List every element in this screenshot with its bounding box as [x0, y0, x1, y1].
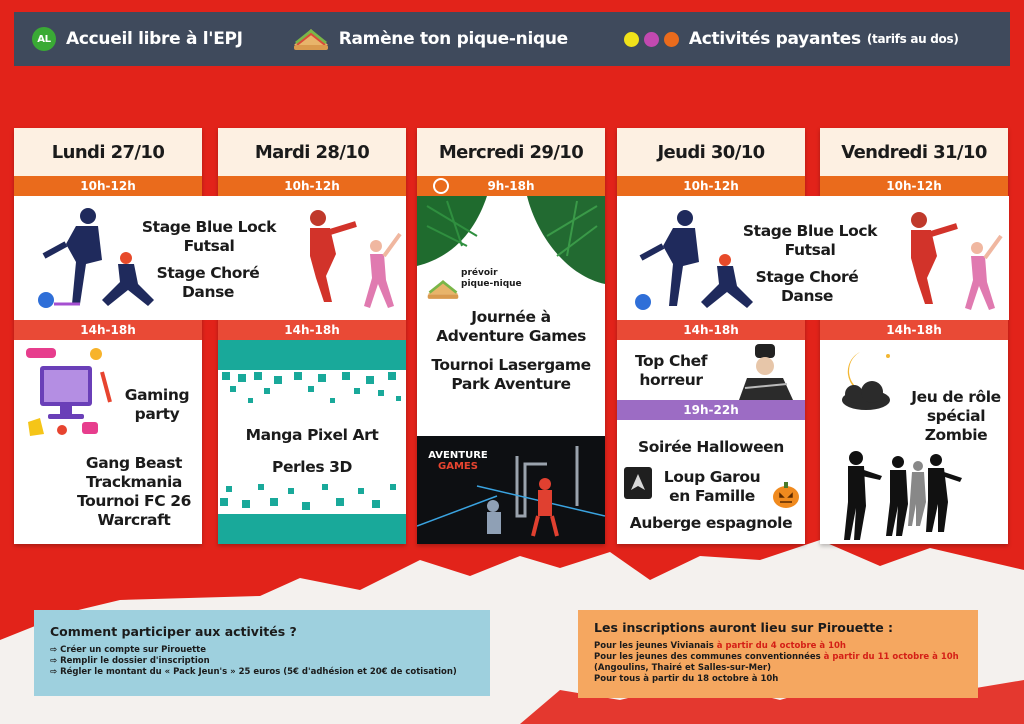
gaming-icon — [22, 342, 112, 442]
day-title: Mercredi 29/10 — [417, 128, 605, 176]
yellow-dot-icon — [624, 32, 639, 47]
time-bar-evening: 19h-22h — [617, 400, 805, 420]
al-badge: AL — [32, 27, 56, 51]
chore-line-1: Stage Choré — [755, 268, 859, 286]
day-title: Vendredi 31/10 — [820, 128, 1008, 176]
day-column-tuesday — [218, 128, 406, 544]
time-bar-afternoon: 14h-18h — [820, 320, 1008, 340]
sandwich-icon — [425, 276, 461, 302]
purple-dot-icon — [644, 32, 659, 47]
chore-line-1: Stage Choré — [156, 264, 260, 282]
loup-garou-line-2: en Famille — [669, 487, 755, 505]
jdr-line-3: Zombie — [924, 426, 988, 444]
blue-lock-line-1: Stage Blue Lock — [141, 218, 277, 236]
adventure-activity — [417, 308, 605, 394]
picnic-note-line-2: pique-nique — [461, 279, 522, 289]
legend-free-access-label: Accueil libre à l'EPJ — [66, 29, 243, 49]
lasergame-players-illustration — [417, 436, 605, 544]
game-4: Warcraft — [97, 511, 171, 529]
registration-box — [578, 610, 978, 698]
orange-dot-icon — [664, 32, 679, 47]
legend-free-access — [32, 27, 243, 51]
jdr-line-2: spécial — [926, 407, 986, 425]
activity-line-1: Journée à — [471, 308, 551, 326]
logo-bottom: GAMES — [438, 461, 478, 472]
top-chef-line-2: horreur — [639, 371, 703, 389]
sandwich-icon — [291, 25, 331, 53]
halloween-evening: Soirée Halloween — [638, 438, 784, 456]
registration-line-1-who: Pour les jeunes Vivianais — [594, 641, 717, 651]
activity-line-4: Park Aventure — [451, 375, 571, 393]
time-bar-afternoon: 14h-18h — [617, 320, 805, 340]
registration-line-1-date: à partir du 4 octobre à 10h — [716, 641, 846, 651]
game-2: Trackmania — [86, 473, 182, 491]
blue-lock-line-2: Futsal — [784, 241, 836, 259]
time-bar-morning: 10h-12h — [820, 176, 1008, 196]
legend-paid-note: (tarifs au dos) — [866, 32, 959, 46]
pixel-art-bottom — [218, 482, 406, 544]
how-to-step-1: ⇨ Créer un compte sur Pirouette — [50, 645, 207, 655]
paid-circle-icon — [433, 178, 449, 194]
jdr-line-1: Jeu de rôle — [911, 388, 1001, 406]
chore-line-2: Danse — [181, 283, 235, 301]
picnic-note-line-1: prévoir — [461, 268, 498, 278]
top-chef-line-1: Top Chef — [634, 352, 708, 370]
stage-chore — [138, 264, 278, 302]
loup-garou-line-1: Loup Garou — [663, 468, 761, 486]
game-1: Gang Beast — [85, 454, 183, 472]
time-bar-morning: 10h-12h — [617, 176, 805, 196]
gaming-party — [114, 386, 200, 424]
registration-line-2-date: à partir du 11 octobre à 10h — [823, 652, 959, 662]
day-title: Mardi 28/10 — [218, 128, 406, 176]
registration-line-4: Pour tous à partir du 18 octobre à 10h — [594, 674, 779, 684]
registration-title: Les inscriptions auront lieu sur Pirouette : — [594, 620, 894, 635]
registration-line-2 — [594, 652, 962, 663]
day-time-label: 9h-18h — [487, 179, 535, 193]
chef-image — [731, 344, 801, 400]
top-chef — [621, 352, 721, 390]
how-to-title: Comment participer aux activités ? — [50, 624, 297, 639]
morning-activities-mon-tue — [14, 196, 406, 320]
chore-line-2: Danse — [780, 287, 834, 305]
zombies-illustration — [838, 446, 968, 542]
adventure-games-image — [417, 436, 605, 544]
stage-blue-lock — [124, 218, 294, 256]
legend-picnic — [291, 25, 568, 53]
werewolf-card-icon — [623, 466, 653, 500]
time-bar-afternoon: 14h-18h — [218, 320, 406, 340]
stage-chore — [737, 268, 877, 306]
pumpkin-icon — [771, 480, 801, 510]
blue-lock-line-2: Futsal — [183, 237, 235, 255]
registration-line-3: (Angoulins, Thairé et Salles-sur-Mer) — [594, 663, 771, 673]
paid-dots — [624, 32, 679, 47]
stage-blue-lock — [725, 222, 895, 260]
day-column-wednesday — [417, 128, 605, 544]
auberge-espagnole: Auberge espagnole — [629, 514, 793, 532]
activity-line-3: Tournoi Lasergame — [431, 356, 591, 374]
legend-bar — [14, 12, 1010, 66]
dancer-red-photo — [296, 206, 406, 316]
morning-activities-thu-fri — [617, 196, 1009, 320]
gaming-line-1: Gaming — [124, 386, 190, 404]
moon-cloud-icon — [830, 346, 900, 416]
loup-garou — [651, 468, 773, 506]
manga-pixel-art: Manga Pixel Art — [245, 426, 379, 444]
pixel-art-top — [218, 340, 406, 410]
day-column-thursday — [617, 128, 805, 544]
time-bar-day — [417, 176, 605, 196]
day-column-friday — [820, 128, 1008, 544]
perles-3d: Perles 3D — [271, 458, 352, 476]
day-column-monday — [14, 128, 202, 544]
blue-lock-line-1: Stage Blue Lock — [742, 222, 878, 240]
game-3: Tournoi FC 26 — [77, 492, 191, 510]
dancer-red-photo — [897, 208, 1007, 318]
picnic-note — [461, 268, 522, 290]
legend-paid — [624, 29, 959, 49]
how-to-step-2: ⇨ Remplir le dossier d'inscription — [50, 656, 210, 666]
day-title: Jeudi 30/10 — [617, 128, 805, 176]
legend-picnic-label: Ramène ton pique-nique — [338, 29, 568, 49]
logo-top: AVENTURE — [428, 450, 488, 461]
day-title: Lundi 27/10 — [14, 128, 202, 176]
activity-line-2: Adventure Games — [436, 327, 586, 345]
time-bar-morning: 10h-12h — [218, 176, 406, 196]
time-bar-afternoon: 14h-18h — [14, 320, 202, 340]
how-to-step-3: ⇨ Régler le montant du « Pack Jeun's » 25 euros (5€ d'adhésion et 20€ de cotisation) — [50, 667, 457, 677]
registration-line-1 — [594, 641, 962, 652]
time-bar-morning: 10h-12h — [14, 176, 202, 196]
games-list — [68, 454, 200, 530]
jeu-de-role — [904, 388, 1008, 445]
legend-paid-label: Activités payantes — [688, 29, 861, 49]
registration-line-2-who: Pour les jeunes des communes conventionnées — [594, 652, 824, 662]
how-to-participate-box — [34, 610, 490, 696]
gaming-line-2: party — [134, 405, 180, 423]
